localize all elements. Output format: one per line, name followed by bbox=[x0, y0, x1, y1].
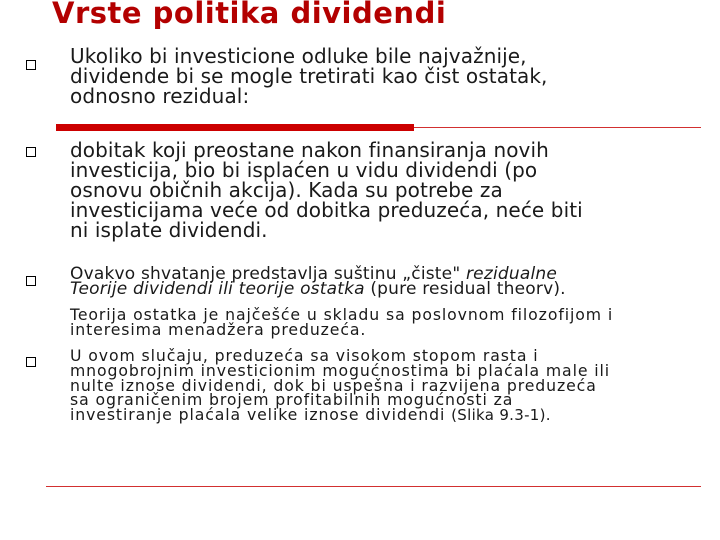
paragraph-1-line: Ukoliko bi investicione odluke bile najvažnije, bbox=[70, 44, 527, 68]
square-bullet-icon bbox=[26, 60, 36, 70]
square-bullet-icon bbox=[26, 276, 36, 286]
slide-title: Vrste politika dividendi bbox=[52, 0, 447, 30]
paragraph-4-line: nulte iznose dividendi, dok bi uspešna i razvijena preduzeća bbox=[70, 375, 597, 395]
red-divider-thick bbox=[56, 124, 414, 131]
paragraph-3-emphasis: rezidualne bbox=[465, 264, 558, 284]
paragraph-4-line: mnogobrojnim investicionim mogućnostima bi plaćala male ili bbox=[70, 360, 611, 380]
square-bullet-icon bbox=[26, 147, 36, 157]
paragraph-3b-line: interesima menadžera preduzeća. bbox=[70, 319, 367, 339]
paragraph-1-line: dividende bi se mogle tretirati kao čist ostatak, bbox=[70, 64, 548, 88]
paragraph-4 bbox=[70, 346, 611, 425]
red-divider-bottom bbox=[46, 486, 701, 487]
paragraph-3-line-2 bbox=[70, 278, 566, 299]
paragraph-2-line: investicija, bio bi isplaćen u vidu dividendi (po bbox=[70, 158, 538, 182]
paragraph-1 bbox=[70, 46, 548, 106]
paragraph-3 bbox=[70, 264, 566, 299]
paragraph-2-line: osnovu običnih akcija). Kada su potrebe za bbox=[70, 178, 503, 202]
square-bullet-icon bbox=[26, 357, 36, 367]
paragraph-3b bbox=[70, 305, 614, 339]
paragraph-2-line: investicijama veće od dobitka preduzeća, neće biti bbox=[70, 198, 583, 222]
paragraph-3b-line: Teorija ostatka je najčešće u skladu sa poslovnom filozofijom i bbox=[70, 305, 614, 324]
figure-reference: (Slika 9.3-1). bbox=[451, 406, 551, 425]
paragraph-4-text: investiranje plaćala velike iznose dividendi bbox=[70, 405, 452, 425]
paragraph-2-line: dobitak koji preostane nakon finansiranja novih bbox=[70, 138, 549, 162]
paragraph-2 bbox=[70, 140, 583, 240]
red-divider-thin bbox=[414, 127, 701, 128]
paragraph-4-last-line bbox=[70, 405, 610, 425]
paragraph-3-text: (pure residual theorv). bbox=[364, 278, 566, 299]
paragraph-3-text: Ovakvo shvatanje predstavlja suštinu „čiste" bbox=[70, 264, 466, 284]
paragraph-2-line: ni isplate dividendi. bbox=[70, 218, 268, 242]
paragraph-1-line: odnosno rezidual: bbox=[70, 84, 250, 108]
paragraph-4-line: U ovom slučaju, preduzeća sa visokom stopom rasta i bbox=[70, 346, 539, 365]
paragraph-4-line: sa ograničenim brojem profitabilnih mogućnosti za bbox=[70, 390, 514, 410]
paragraph-3-emphasis: Teorije dividendi ili teorije ostatka bbox=[70, 278, 365, 299]
